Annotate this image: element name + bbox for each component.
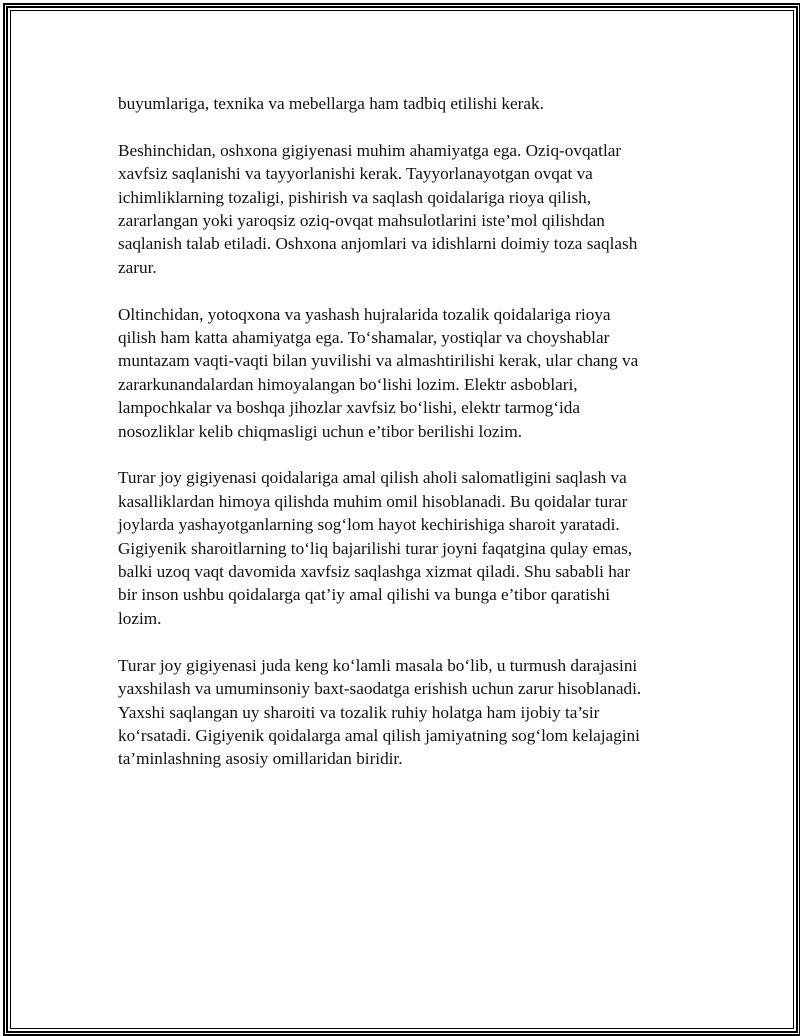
paragraph-kitchen-hygiene: Beshinchidan, oshxona gigiyenasi muhim ahamiyatga ega. Oziq-ovqatlar xavfsiz saqlanishi va tayyorlanishi kerak. Tayyorlanayotgan ovqat va ichimliklarning tozaligi, pishirish va saqlash qoidalariga rioya qilish, zararlangan yoki yaroqsiz oziq-ovqat mahsulotlarini iste’mol qilishdan saqlanish talab etiladi. Oshxona anjomlari va idishlarni doimiy toza saqlash zarur. bbox=[118, 140, 638, 277]
paragraph-continuation: buyumlariga, texnika va mebellarga ham tadbiq etilishi kerak. bbox=[118, 94, 544, 113]
paragraph-housing-rules: Turar joy gigiyenasi qoidalariga amal qilish aholi salomatligini saqlash va kasalliklardan himoya qilishda muhim omil hisoblanadi. Bu qoidalar turar joylarda yashayotganlarning sog‘lom hayot kechirishiga sharoit yaratadi. Gigiyenik sharoitlarning to‘liq bajarilishi turar joyni faqatgina qulay emas, balki uzoq vaqt davomida xavfsiz saqlashga xizmat qiladi. Shu sababli har bir inson ushbu qoidalarga qat’iy amal qilishi va bunga e’tibor qaratishi lozim. bbox=[118, 468, 633, 628]
paragraph-conclusion: Turar joy gigiyenasi juda keng ko‘lamli masala bo‘lib, u turmush darajasini yaxshilash va umuminsoniy baxt-saodatga erishish uchun zarur hisoblanadi. Yaxshi saqlangan uy sharoiti va tozalik ruhiy holatga ham ijobiy ta’sir ko‘rsatadi. Gigiyenik qoidalarga amal qilish jamiyatning sog‘lom kelajagini ta’minlashning asosiy omillaridan biridir. bbox=[118, 655, 642, 769]
paragraph-bedroom-hygiene: Oltinchidan, yotoqxona va yashash hujralarida tozalik qoidalariga rioya qilish ham katta ahamiyatga ega. To‘shamalar, yostiqlar va choyshablar muntazam vaqti-vaqti bilan yuvilishi va almashtirilishi kerak, ular chang va zararkunandalardan himoyalangan bo‘lishi lozim. Elektr asboblari, lampochkalar va boshqa jihozlar xavfsiz bo‘lishi, elektr tarmog‘ida nosozliklar kelib chiqmasligi uchun e’tibor berilishi lozim. bbox=[118, 304, 639, 441]
document-body bbox=[118, 92, 688, 794]
